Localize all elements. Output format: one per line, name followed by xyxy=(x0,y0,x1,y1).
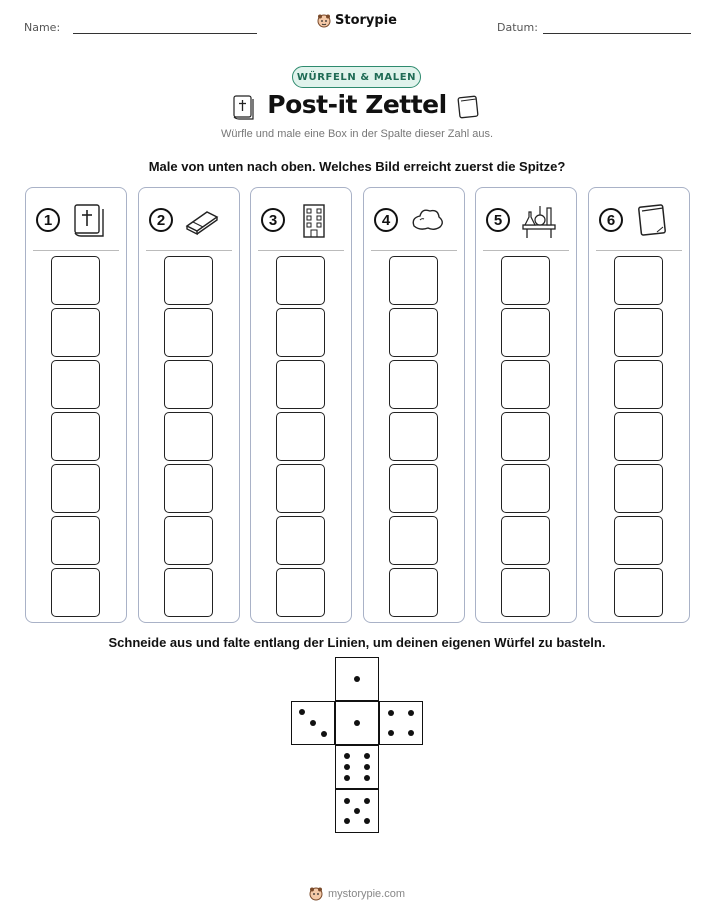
die-face-1-top xyxy=(335,657,379,701)
column-divider xyxy=(596,250,682,251)
lab-table-icon xyxy=(520,200,558,240)
color-box[interactable] xyxy=(51,568,100,617)
color-box[interactable] xyxy=(501,464,550,513)
color-box[interactable] xyxy=(276,464,325,513)
sticky-note-icon xyxy=(633,200,671,240)
column-number: 6 xyxy=(599,208,623,232)
color-box[interactable] xyxy=(164,256,213,305)
color-box[interactable] xyxy=(614,516,663,565)
column-divider xyxy=(33,250,119,251)
color-box[interactable] xyxy=(389,308,438,357)
eraser-icon xyxy=(183,200,221,240)
pip xyxy=(364,798,370,804)
footer-url: mystorypie.com xyxy=(327,888,406,900)
die-face-1-center xyxy=(335,701,379,745)
column-number: 1 xyxy=(36,208,60,232)
pip xyxy=(364,775,370,781)
color-box[interactable] xyxy=(614,464,663,513)
color-box[interactable] xyxy=(614,308,663,357)
color-box[interactable] xyxy=(501,256,550,305)
page-title: Post-it Zettel xyxy=(267,90,447,119)
pip xyxy=(344,798,350,804)
die-face-6 xyxy=(335,745,379,789)
color-box[interactable] xyxy=(51,360,100,409)
color-box[interactable] xyxy=(276,516,325,565)
color-box[interactable] xyxy=(51,464,100,513)
column-1 xyxy=(25,187,127,623)
color-box[interactable] xyxy=(501,360,550,409)
column-number: 4 xyxy=(374,208,398,232)
color-box[interactable] xyxy=(276,308,325,357)
sticky-note-icon xyxy=(455,93,481,121)
category-badge: WÜRFELN & MALEN xyxy=(292,66,421,88)
color-box[interactable] xyxy=(389,412,438,461)
column-5 xyxy=(475,187,577,623)
subtitle: Würfle und male eine Box in der Spalte dieser Zahl aus. xyxy=(220,128,494,140)
column-number: 3 xyxy=(261,208,285,232)
color-box[interactable] xyxy=(164,360,213,409)
cut-instruction: Schneide aus und falte entlang der Linien, um deinen eigenen Würfel zu basteln. xyxy=(108,635,606,650)
slime-icon xyxy=(408,200,446,240)
color-box[interactable] xyxy=(501,568,550,617)
color-box[interactable] xyxy=(164,516,213,565)
color-box[interactable] xyxy=(51,308,100,357)
date-line[interactable] xyxy=(543,33,691,34)
color-box[interactable] xyxy=(501,308,550,357)
color-box[interactable] xyxy=(614,360,663,409)
column-divider xyxy=(371,250,457,251)
color-box[interactable] xyxy=(389,464,438,513)
pip xyxy=(310,720,316,726)
bible-icon xyxy=(70,200,108,240)
color-box[interactable] xyxy=(389,568,438,617)
pip xyxy=(354,720,360,726)
column-6 xyxy=(588,187,690,623)
pip xyxy=(354,808,360,814)
building-icon xyxy=(295,200,333,240)
pip xyxy=(388,710,394,716)
color-box[interactable] xyxy=(389,256,438,305)
color-box[interactable] xyxy=(51,256,100,305)
color-box[interactable] xyxy=(389,360,438,409)
storypie-logo-icon xyxy=(317,14,331,28)
color-box[interactable] xyxy=(164,568,213,617)
column-divider xyxy=(146,250,232,251)
date-label: Datum: xyxy=(497,21,538,34)
brand-name: Storypie xyxy=(335,13,397,28)
color-box[interactable] xyxy=(276,360,325,409)
die-face-5 xyxy=(335,789,379,833)
name-label: Name: xyxy=(24,21,61,34)
color-box[interactable] xyxy=(164,464,213,513)
color-box[interactable] xyxy=(51,412,100,461)
color-box[interactable] xyxy=(501,412,550,461)
column-number: 5 xyxy=(486,208,510,232)
storypie-logo-icon xyxy=(309,887,323,901)
pip xyxy=(364,753,370,759)
color-box[interactable] xyxy=(614,568,663,617)
pip xyxy=(344,775,350,781)
name-line[interactable] xyxy=(73,33,257,34)
pip xyxy=(344,818,350,824)
color-box[interactable] xyxy=(614,412,663,461)
pip xyxy=(321,731,327,737)
column-divider xyxy=(483,250,569,251)
color-box[interactable] xyxy=(276,412,325,461)
color-box[interactable] xyxy=(389,516,438,565)
die-face-3 xyxy=(291,701,335,745)
die-face-4 xyxy=(379,701,423,745)
pip xyxy=(354,676,360,682)
pip xyxy=(388,730,394,736)
pip xyxy=(364,818,370,824)
color-box[interactable] xyxy=(276,568,325,617)
color-box[interactable] xyxy=(164,412,213,461)
color-box[interactable] xyxy=(501,516,550,565)
column-number: 2 xyxy=(149,208,173,232)
column-divider xyxy=(258,250,344,251)
pip xyxy=(408,710,414,716)
color-box[interactable] xyxy=(276,256,325,305)
pip xyxy=(344,764,350,770)
pip xyxy=(408,730,414,736)
color-box[interactable] xyxy=(51,516,100,565)
footer xyxy=(0,887,714,901)
pip xyxy=(344,753,350,759)
brand xyxy=(0,13,714,28)
color-box[interactable] xyxy=(614,256,663,305)
column-3 xyxy=(250,187,352,623)
pip xyxy=(364,764,370,770)
column-4 xyxy=(363,187,465,623)
column-2 xyxy=(138,187,240,623)
instruction: Male von unten nach oben. Welches Bild erreicht zuerst die Spitze? xyxy=(148,159,566,174)
color-box[interactable] xyxy=(164,308,213,357)
pip xyxy=(299,709,305,715)
